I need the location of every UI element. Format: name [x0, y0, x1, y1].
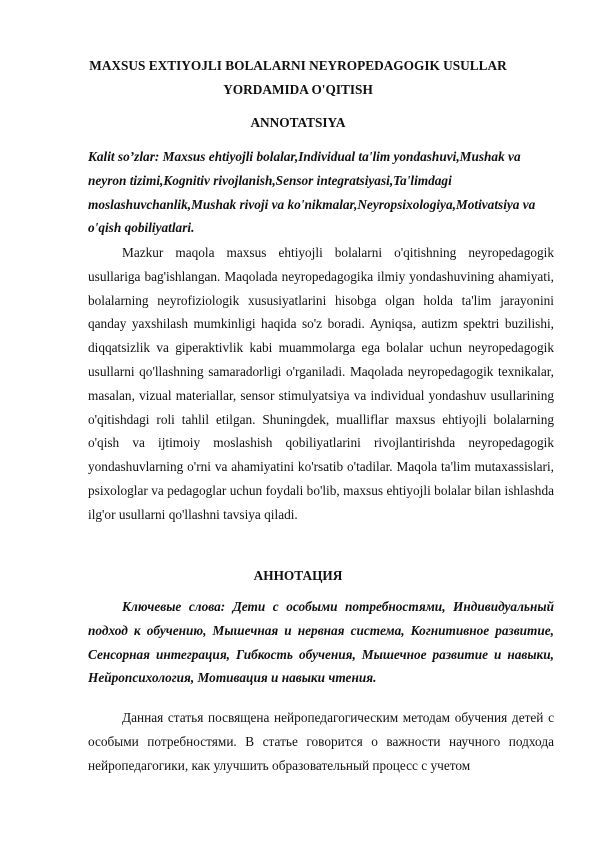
abstract-uz: Mazkur maqola maxsus ehtiyojli bolalarni o'qitishning neyropedagogik usullariga bag'ishlangan. Maqolada neyropedagogika ilmiy yondashuvining ahamiyati, bolalarning neyrofiziologik xususiyatlarini hisobga olgan holda ta'lim jarayonini qanday yaxshilash mumkinligi haqida so'z boradi. Ayniqsa, autizm spektri buzilishi, diqqatsizlik va giperaktivlik kabi muammolarga ega bolalar uchun neyropedagogik usullarni qo'llashning samaradorligi o'rganiladi. Maqolada neyropedagogik texnikalar, masalan, vizual materiallar, sensor stimulyatsiya va individual yondashuv usullarining o'qitishdagi roli tahlil etilgan. Shuningdek, mualliflar maxsus ehtiyojli bolalarning o'qish va ijtimoiy moslashish qobiliyatlarini rivojlantirishda neyropedagogik yondashuvlarning o'rni va ahamiyatini ko'rsatib o'tadilar. Maqola ta'lim mutaxassislari, psixologlar va pedagoglar uchun foydali bo'lib, maxsus ehtiyojli bolalar bilan ishlashda ilg'or usullarni qo'llashni tavsiya qiladi. [88, 245, 554, 522]
keywords-uz: Kalit so’zlar: Maxsus ehtiyojli bolalar,Individual ta'lim yondashuvi,Mushak va neyron tizimi,Kognitiv rivojlanish,Sensor integratsiyasi,Ta'limdagi moslashuvchanlik,Mushak rivoji va ko'nikmalar,Neyropsixologiya,Motivatsiya va o'qish qobiliyatlari. [88, 149, 536, 236]
article-title: MAXSUS EXTIYOJLI BOLALARNI NEYROPEDAGOGIK USULLAR YORDAMIDA O'QITISH [89, 58, 507, 97]
annotation-uz-heading: ANNOTATSIYA [250, 115, 346, 130]
annotation-ru-heading: АННОТАЦИЯ [253, 568, 343, 583]
keywords-ru: Ключевые слова: Дети с особыми потребностями, Индивидуальный подход к обучению, Мышечная и нервная система, Когнитивное развитие, Сенсорная интеграция, Гибкость обучения, Мышечное развитие и навыки, Нейропсихология, Мотивация и навыки чтения. [88, 599, 554, 686]
abstract-ru: Данная статья посвящена нейропедагогическим методам обучения детей с особыми потребностями. В статье говорится о важности научного подхода нейропедагогики, как улучшить образовательный процесс с учетом [88, 710, 554, 773]
